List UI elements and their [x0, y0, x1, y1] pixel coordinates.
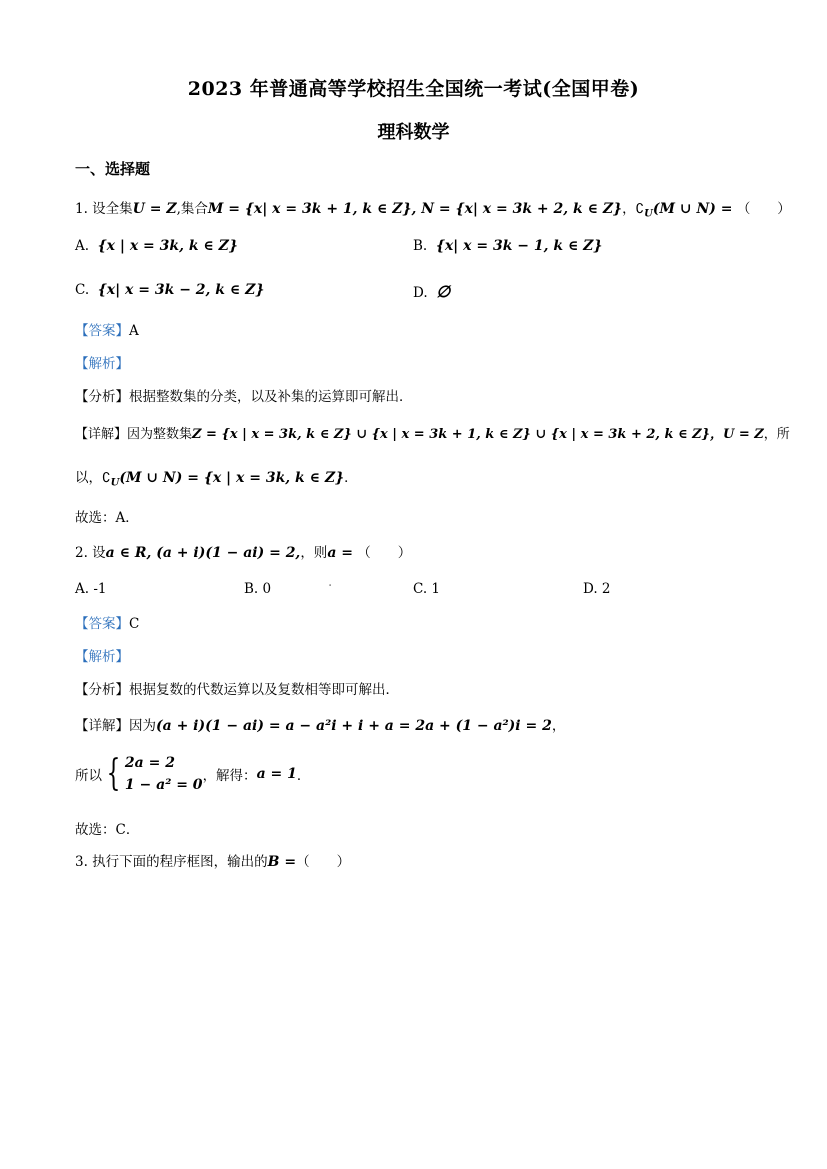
exam-subject: 理科数学: [377, 122, 450, 143]
q2-system: 所以 { 2a = 2 1 − a² = 0 ，解得：a = 1．: [75, 753, 311, 794]
left-brace-icon: {: [106, 753, 121, 794]
q1-fenxi: 【分析】根据整数集的分类，以及补集的运算即可解出．: [75, 389, 413, 405]
q2-option-d: D. 2: [583, 581, 611, 597]
q2-analysis-tag: 【解析】: [75, 649, 129, 665]
q1-analysis-tag: 【解析】: [75, 356, 129, 372]
q1-xiangjie-cont: 以，$∁_U(M$ ∪ N) = {x | x = 3k, k ∈ Z}．: [75, 470, 358, 489]
q1-option-b: B. {x| x = 3k − 1, k ∈ Z}: [413, 238, 603, 254]
q1-stem: 1. 设全集U = Z,集合M = {x| x = 3k + 1, k ∈ Z}, N = {x| x = 3k + 2, k ∈ Z}，$∁_U(M$ ∪ N) = （ ）: [75, 201, 791, 220]
q2-option-a: A. -1: [75, 581, 107, 597]
q2-choose: 故选：C．: [75, 822, 140, 838]
q1-xiangjie: 【详解】因为整数集Z = {x | x = 3k, k ∈ Z} ∪ {x | x = 3k + 1, k ∈ Z} ∪ {x | x = 3k + 2, k ∈ Z}，U = Z，所: [75, 427, 790, 442]
q2-answer: 【答案】C: [75, 616, 140, 632]
q1-answer: 【答案】A: [75, 323, 139, 339]
q1-option-c: C. {x| x = 3k − 2, k ∈ Z}: [75, 282, 265, 298]
q2-stem: 2. 设a ∈ R, (a + i)(1 − ai) = 2,，则a = （ ）: [75, 545, 412, 561]
section-heading-choice: 一、选择题: [75, 160, 151, 178]
q1-option-d: D. ∅: [413, 282, 451, 301]
q2-xiangjie: 【详解】因为(a + i)(1 − ai) = a − a²i + i + a = 2a + (1 − a²)i = 2，: [75, 718, 566, 734]
q3-stem: 3. 执行下面的程序框图，输出的B =（ ）: [75, 854, 351, 870]
q2-option-b: B. 0: [244, 581, 272, 597]
stray-dot: ·: [328, 578, 333, 594]
q1-option-a: A. {x | x = 3k, k ∈ Z}: [75, 238, 238, 254]
exam-title: 2023 年普通高等学校招生全国统一考试(全国甲卷): [187, 78, 640, 100]
q1-choose: 故选：A．: [75, 510, 139, 526]
q2-fenxi: 【分析】根据复数的代数运算以及复数相等即可解出．: [75, 682, 399, 698]
q2-option-c: C. 1: [413, 581, 441, 597]
